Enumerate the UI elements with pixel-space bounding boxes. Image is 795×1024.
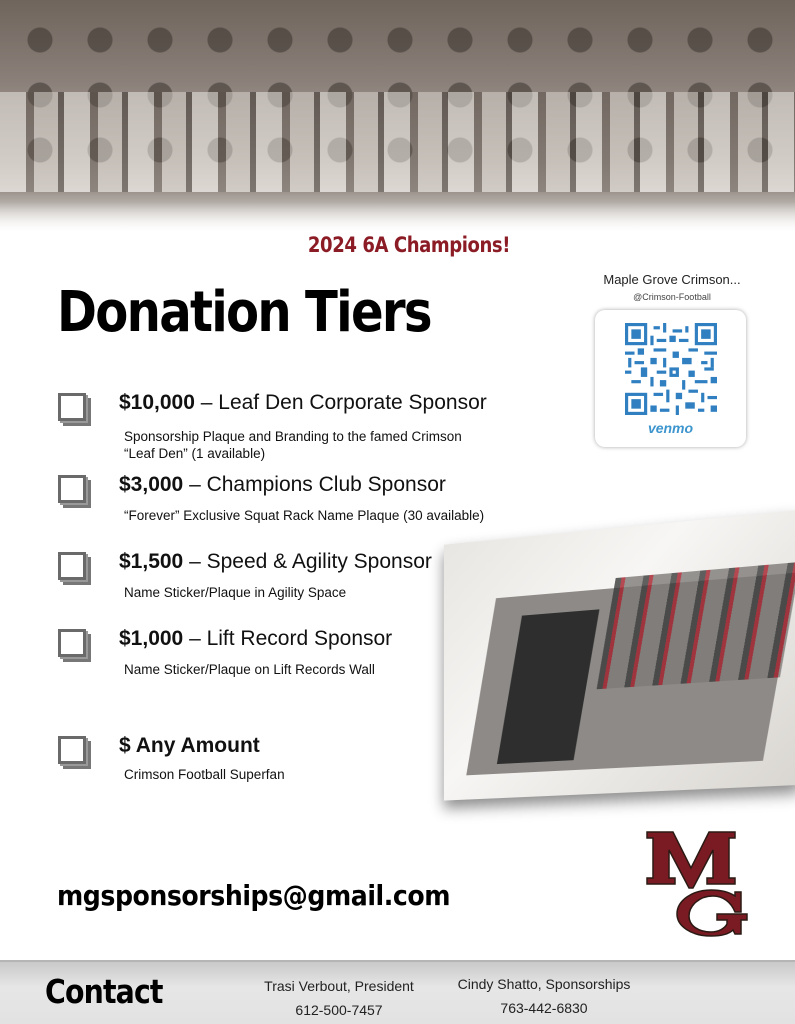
tier-name: – Leaf Den Corporate Sponsor: [194, 391, 487, 414]
page-title: Donation Tiers: [57, 280, 431, 345]
footer: [0, 960, 795, 1024]
team-photo: [0, 0, 795, 232]
qr-code-icon[interactable]: [625, 323, 717, 415]
tier-name: – Lift Record Sponsor: [183, 627, 393, 650]
venmo-qr-card[interactable]: [595, 310, 746, 447]
contact-name: Cindy Shatto, Sponsorships: [457, 976, 631, 992]
contact-sponsorships: [440, 976, 648, 1016]
tier-checkbox[interactable]: [58, 475, 92, 509]
tier-name: – Champions Club Sponsor: [183, 473, 446, 496]
tier-checkbox[interactable]: [58, 629, 92, 663]
contact-name: Trasi Verbout, President: [264, 978, 414, 994]
contact-phone[interactable]: 763-442-6830: [500, 1000, 588, 1016]
tier-description: Name Sticker/Plaque in Agility Space: [124, 585, 347, 600]
tier-heading: [119, 473, 446, 497]
tier-amount: $3,000: [119, 473, 184, 496]
tier-heading: [119, 734, 260, 758]
tier-description: Sponsorship Plaque and Branding to the famed Crimson: [124, 429, 462, 444]
tier-checkbox[interactable]: [58, 552, 92, 586]
tier-description: Name Sticker/Plaque on Lift Records Wall: [124, 662, 375, 677]
contact-email[interactable]: mgsponsorships@gmail.com: [57, 879, 451, 912]
tier-amount: $10,000: [119, 391, 195, 414]
venmo-logo: venmo: [647, 420, 694, 436]
tier-checkbox[interactable]: [58, 393, 92, 427]
champions-banner: 2024 6A Champions!: [307, 233, 511, 257]
tier-heading: [119, 627, 392, 651]
tier-amount: $ Any Amount: [119, 734, 260, 757]
tier-description: Crimson Football Superfan: [124, 767, 285, 782]
contact-president: [250, 978, 428, 1018]
contact-phone[interactable]: 612-500-7457: [295, 1002, 383, 1018]
tier-heading: [119, 391, 487, 415]
mg-logo-icon: [643, 828, 751, 938]
contact-heading: Contact: [45, 972, 163, 1011]
tier-name: – Speed & Agility Sponsor: [183, 550, 432, 573]
tier-amount: $1,000: [119, 627, 184, 650]
tier-checkbox[interactable]: [58, 736, 92, 770]
venmo-account-name: Maple Grove Crimson...: [603, 272, 741, 287]
tier-description: “Forever” Exclusive Squat Rack Name Plaque (30 available): [124, 508, 485, 523]
tier-heading: [119, 550, 432, 574]
venmo-handle: @Crimson-Football: [633, 292, 711, 302]
tier-description: “Leaf Den” (1 available): [124, 446, 266, 461]
tier-amount: $1,500: [119, 550, 184, 573]
weight-room-render-image: [436, 528, 795, 793]
